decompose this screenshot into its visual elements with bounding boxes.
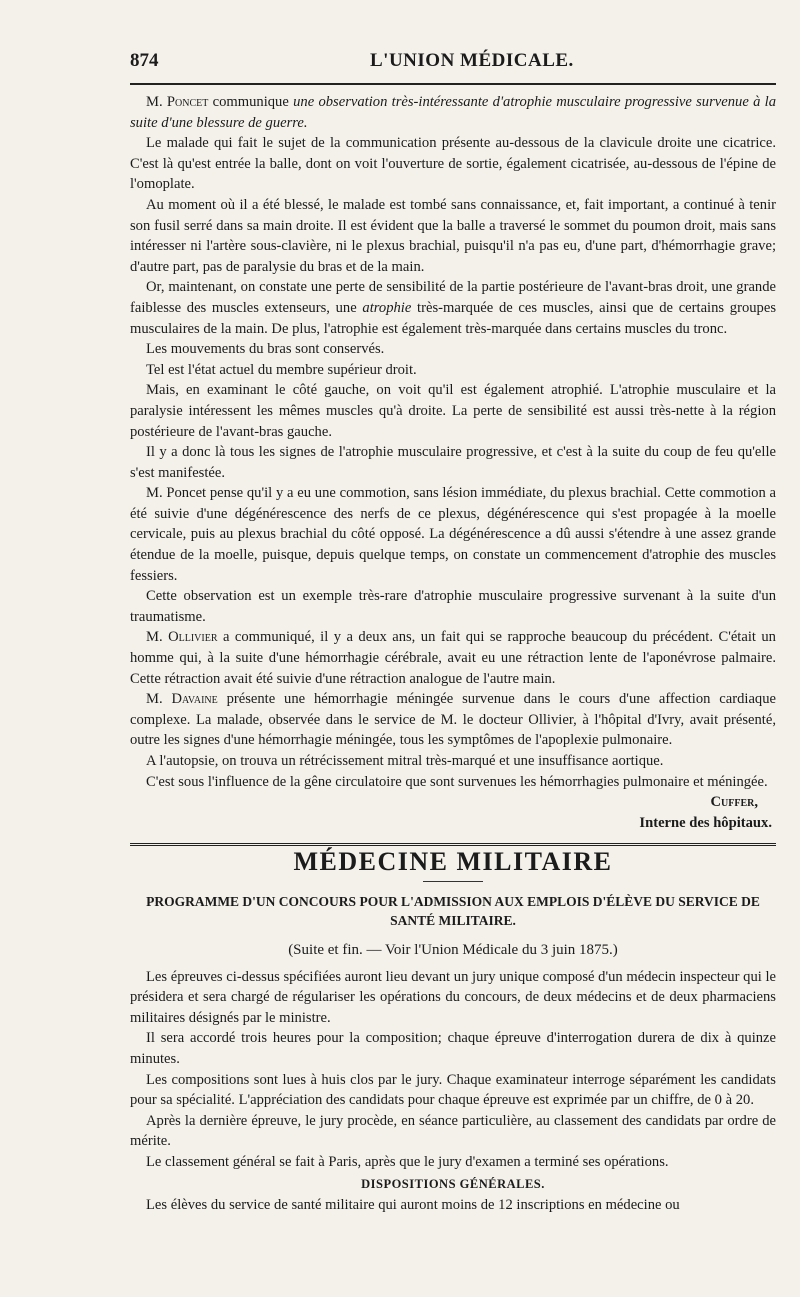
paragraph: Les mouvements du bras sont conservés.	[146, 341, 385, 358]
signature-title: Interne des hôpitaux.	[639, 814, 772, 831]
paragraph: Au moment où il a été blessé, le malade est tombé sans connaissance, et, fait important, a continué à tenir son fusil serré dans sa main droite. Il est évident que la balle a traversé le sommet du poumon droit, mais sans intéresser ni l'artère sous-clavière, ni le plexus brachial, puisqu'il n'a pas eu, d'une part, d'hémorrhagie grave; d'autre part, pas de paralysie du bras et de la main.	[130, 196, 776, 275]
paragraph: Le classement général se fait à Paris, après que le jury d'examen a terminé ses opérations.	[146, 1153, 669, 1170]
signature-name: Cuffer,	[710, 794, 758, 811]
paragraph-ollivier: M. Ollivier a communiqué, il y a deux ans, un fait qui se rapproche beaucoup du précédent. C'était un homme qui, à la suite d'une hémorrhagie cérébrale, avait eu une rétraction lente de l'aponévrose palmaire. Cette rétraction avait été suivie d'une rétraction analogue de l'autre main.	[130, 629, 776, 687]
signature	[130, 792, 776, 813]
author-name: M. Davaine	[146, 691, 218, 708]
paragraph: Il sera accordé trois heures pour la composition; chaque épreuve d'interrogation durera de dix à quinze minutes.	[130, 1030, 776, 1067]
program-title: PROGRAMME D'UN CONCOURS POUR L'ADMISSION AUX EMPLOIS D'ÉLÈVE DU SERVICE DE SANTÉ MILITAIRE.	[146, 893, 760, 928]
header-rule	[130, 83, 776, 85]
paragraph-last: Les élèves du service de santé militaire qui auront moins de 12 inscriptions en médecine ou	[146, 1197, 680, 1214]
continuation-note: (Suite et fin. — Voir l'Union Médicale du 3 juin 1875.)	[288, 941, 618, 958]
paragraph: Après la dernière épreuve, le jury procède, en séance particulière, au classement des candidats par ordre de mérite.	[130, 1112, 776, 1150]
paragraph-atrophie: Or, maintenant, on constate une perte de sensibilité de la partie postérieure de l'avant-bras droit, une grande faiblesse des muscles extenseurs, une atrophie très-marquée de ces muscles, ainsi que de certains groupes musculaires de la main. De plus, l'atrophie est également très-marquée dans certains muscles du tronc.	[130, 279, 776, 337]
paragraph: Le malade qui fait le sujet de la communication présente au-dessous de la clavicule droite une cicatrice. C'est là qu'est entrée la balle, dont on voit l'ouverture de sortie, également cicatrisée, au-dessous de l'épine de l'omoplate.	[130, 135, 776, 193]
author-name: M. Poncet	[146, 94, 209, 110]
author-name: M. Ollivier	[146, 629, 218, 646]
subheading-dispositions: DISPOSITIONS GÉNÉRALES.	[361, 1176, 545, 1191]
paragraph: Mais, en examinant le côté gauche, on voit qu'il est également atrophié. L'atrophie musculaire et la paralysie intéressent les mêmes muscles qu'à droite. La perte de sensibilité est aussi très-nette à la région postérieure de l'avant-bras gauche.	[130, 382, 776, 440]
paragraph: M. Poncet pense qu'il y a eu une commotion, sans lésion immédiate, du plexus brachial. Cette commotion a été suivie d'une dégénérescence des nerfs de ce plexus, dégénérescence qui s'est propagée à la moelle cervicale, puis au plexus brachial du côté opposé. La dégénérescence a dû aussi s'étendre à une assez grande étendue de la moelle, puisque, depuis quelque temps, on constate un commencement d'atrophie des muscles fessiers.	[130, 485, 776, 584]
paragraph: Il y a donc là tous les signes de l'atrophie musculaire progressive, et c'est à la suite du coup de feu qu'elle s'est manifestée.	[130, 444, 776, 481]
running-head: L'UNION MÉDICALE.	[370, 50, 574, 71]
page-number: 874	[130, 50, 159, 71]
section-title: MÉDECINE MILITAIRE	[293, 847, 613, 877]
paragraph: Tel est l'état actuel du membre supérieur droit.	[146, 361, 417, 378]
paragraph-poncet-intro: M. Poncet communique une observation très-intéressante d'atrophie musculaire progressive survenue à la suite d'une blessure de guerre.	[130, 94, 776, 131]
paragraph: A l'autopsie, on trouva un rétrécissement mitral très-marqué et une insuffisance aortique.	[146, 753, 664, 769]
paragraph: Les épreuves ci-dessus spécifiées auront lieu devant un jury unique composé d'un médecin inspecteur qui le présidera et sera chargé de régulariser les opérations du concours, de deux médecins et de deux pharmaciens militaires désignés par le ministre.	[130, 968, 776, 1026]
paragraph: Les compositions sont lues à huis clos par le jury. Chaque examinateur interroge séparément les candidats pour sa spécialité. L'appréciation des candidats pour chaque épreuve est exprimée par un chiffre, de 0 à 20.	[130, 1071, 776, 1109]
communication-title: une observation très-intéressante d'atrophie musculaire progressive survenue à la suite d'une blessure de guerre.	[130, 94, 776, 131]
section-divider	[130, 843, 776, 846]
page-header	[130, 50, 776, 80]
article-body	[130, 92, 776, 1216]
paragraph: C'est sous l'influence de la gêne circulatoire que sont survenues les hémorrhagies pulmonaire et méningée.	[146, 773, 768, 790]
paragraph-davaine: M. Davaine présente une hémorrhagie méningée survenue dans le cours d'une affection cardiaque complexe. La malade, observée dans le service de M. le docteur Ollivier, à l'hôpital d'Ivry, avait présenté, outre les signes d'une hémorrhagie méningée, tous les symptômes de l'apoplexie pulmonaire.	[130, 691, 776, 749]
paragraph: Cette observation est un exemple très-rare d'atrophie musculaire progressive survenant à la suite d'un traumatisme.	[130, 588, 776, 625]
title-underline	[423, 881, 483, 882]
